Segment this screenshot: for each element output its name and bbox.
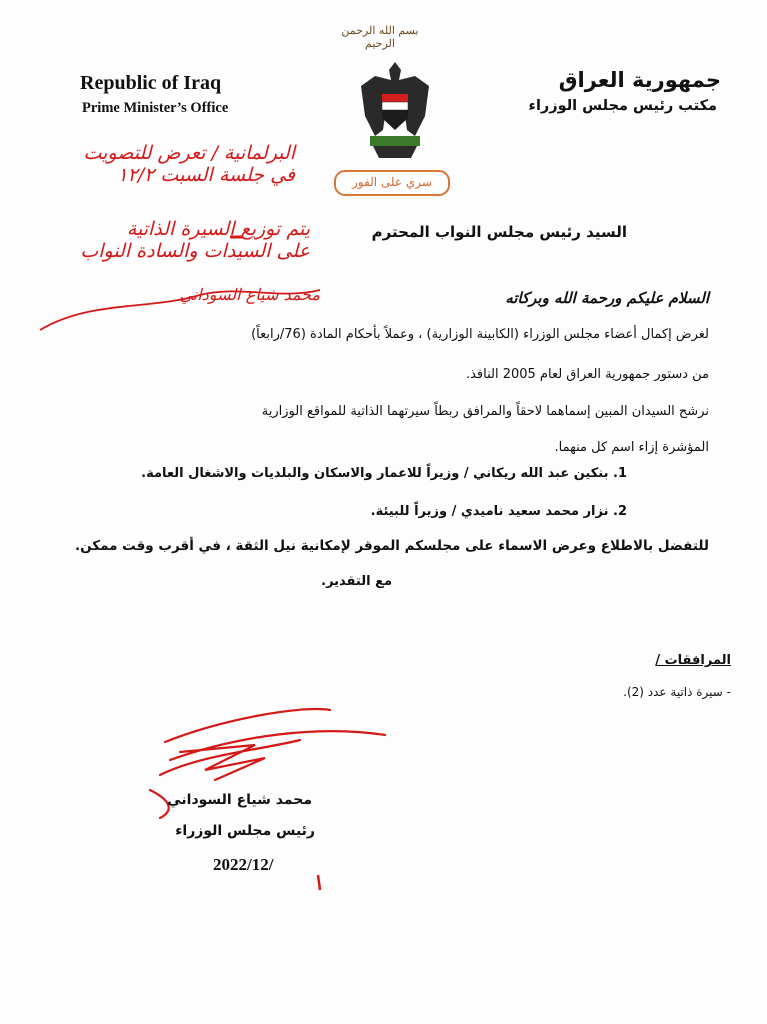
signatory-name: محمد شياع السوداني (167, 792, 312, 808)
greeting: السلام عليكم ورحمة الله وبركاته (505, 289, 709, 307)
regards: مع التقدير. (321, 574, 392, 589)
attachment-item: - سيرة ذاتية عدد (2). (623, 685, 731, 699)
handwritten-line: على السيدات والسادة النواب (80, 240, 310, 262)
addressee: السيد رئيس مجلس النواب المحترم (371, 223, 627, 241)
signatory-title: رئيس مجلس الوزراء (175, 823, 315, 839)
english-title: Republic of Iraq (80, 72, 222, 94)
handwritten-line: محمد شياع السوداني (179, 285, 320, 304)
paragraph: لغرض إكمال أعضاء مجلس الوزراء (الكابينة الوزارية) ، وعملاً بأحكام المادة (76/رابعاً) (251, 327, 709, 342)
handwritten-line: في جلسة السبت ١٢/٢ (117, 164, 295, 186)
english-subtitle: Prime Minister’s Office (82, 100, 229, 116)
paragraph: نرشح السيدان المبين إسماهما لاحقاً والمرافق ربطاً سيرتهما الذاتية للمواقع الوزارية (261, 404, 709, 419)
document-date: 2022/12/ (213, 855, 274, 874)
attachments-heading: المرافقات / (655, 653, 731, 668)
handwritten-line: البرلمانية / تعرض للتصويت (83, 142, 295, 164)
paragraph: من دستور جمهورية العراق لعام 2005 النافذ. (465, 367, 709, 382)
urgent-stamp: سري على الفور (334, 170, 450, 196)
paragraph: المؤشرة إزاء اسم كل منهما. (554, 440, 709, 455)
candidate-item: 2. نزار محمد سعيد ناميدي / وزيراً للبيئة. (370, 504, 627, 519)
closing-paragraph: للتفضل بالاطلاع وعرض الاسماء على مجلسكم الموقر لإمكانية نيل الثقة ، في أقرب وقت ممكن. (74, 538, 709, 554)
basmala: بسم الله الرحمن الرحيم (341, 24, 419, 50)
arabic-title: جمهورية العراق (558, 68, 721, 92)
candidate-item: 1. بنكين عبد الله ريكاني / وزيراً للاعمار والاسكان والبلديات والاشغال العامة. (141, 466, 627, 481)
handwritten-line: يتم توزيع السيرة الذاتية (126, 218, 310, 240)
arabic-subtitle: مكتب رئيس مجلس الوزراء (528, 98, 717, 114)
